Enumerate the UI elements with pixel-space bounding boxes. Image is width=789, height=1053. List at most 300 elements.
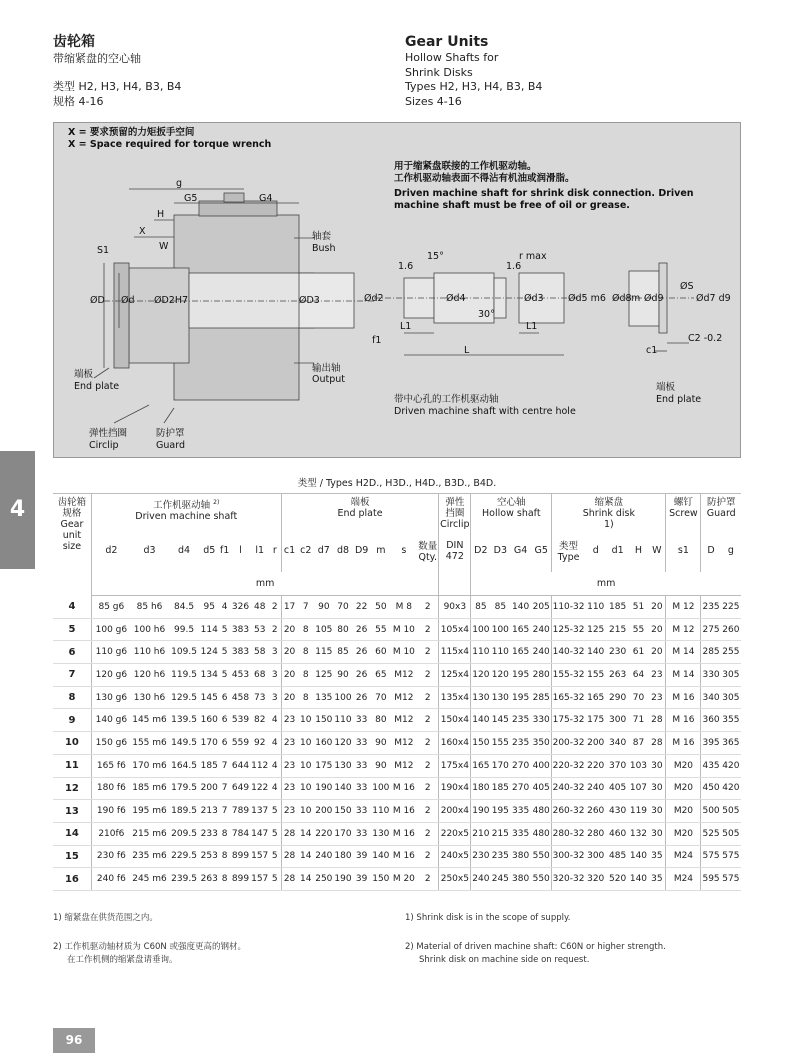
table-cell: 263 (200, 868, 219, 891)
table-cell: 10 (298, 777, 314, 800)
table-cell: 280 (531, 664, 552, 687)
table-cell: 120 (490, 664, 510, 687)
table-cell: 35 (648, 868, 666, 891)
table-cell: 8 (298, 641, 314, 664)
table-cell: M12 (391, 732, 417, 755)
table-cell: 2 (417, 596, 439, 619)
table-cell: 28 (648, 709, 666, 732)
table-cell: 185 m6 (131, 777, 168, 800)
shaft-note-cn1: 用于缩紧盘联接的工作机驱动轴。 (394, 161, 537, 172)
table-cell: 23 (648, 664, 666, 687)
size-cell: 9 (53, 709, 91, 732)
table-cell: 105x4 (439, 618, 471, 641)
table-cell: 100 h6 (131, 618, 168, 641)
table-cell: 255 (721, 641, 741, 664)
size-cell: 5 (53, 618, 91, 641)
dim-d2-shaft: Ød2 (364, 293, 384, 304)
table-cell: M20 (666, 754, 701, 777)
table-cell: 789 (231, 800, 251, 823)
table-cell: 130 (371, 822, 391, 845)
table-cell: 380 (510, 845, 531, 868)
table-cell: 220-32 (552, 754, 585, 777)
table-row (53, 686, 741, 709)
table-cell: 130 h6 (131, 686, 168, 709)
table-cell: 649 (231, 777, 251, 800)
symbol-header: DIN 472 (439, 530, 471, 572)
table-cell: 335 (510, 800, 531, 823)
table-cell: 8 (219, 822, 231, 845)
table-cell: 139.5 (168, 709, 200, 732)
table-cell: 119 (629, 800, 649, 823)
size-cell: 6 (53, 641, 91, 664)
table-cell: 20 (281, 686, 297, 709)
table-cell: 175x4 (439, 754, 471, 777)
table-cell: 39 (352, 868, 371, 891)
table-cell: 240 f6 (91, 868, 130, 891)
table-cell: 7 (219, 754, 231, 777)
table-cell: 157 (250, 845, 269, 868)
table-cell: 60 (371, 641, 391, 664)
shaft-note-en2: machine shaft must be free of oil or grease. (394, 200, 630, 211)
table-cell: 84.5 (168, 596, 200, 619)
symbol-header: m (376, 545, 386, 556)
table-cell: 85 (471, 596, 491, 619)
table-cell: 239.5 (168, 868, 200, 891)
table-cell: 2 (269, 596, 281, 619)
table-cell: 150x4 (439, 709, 471, 732)
dim-30deg: 30° (478, 309, 495, 320)
table-cell: M 14 (666, 664, 701, 687)
size-cell: 16 (53, 868, 91, 891)
table-cell: M12 (391, 686, 417, 709)
table-cell: 170 (334, 822, 353, 845)
table-cell: 899 (231, 845, 251, 868)
bush-label-en: Bush (312, 243, 336, 254)
table-cell: 100 (471, 618, 491, 641)
table-cell: 137 (250, 800, 269, 823)
table-cell: 165 f6 (91, 754, 130, 777)
table-cell: 240 (314, 845, 334, 868)
dim-l: L (464, 345, 470, 356)
table-cell: M 16 (391, 845, 417, 868)
header-sizes-cn: 规格 4-16 (53, 95, 104, 108)
table-cell: 285 (701, 641, 721, 664)
table-cell: 4 (219, 596, 231, 619)
table-cell: 300 (585, 845, 607, 868)
dim-x: X (139, 226, 146, 237)
table-cell: 4 (269, 777, 281, 800)
dim-roughness-b: 1.6 (506, 261, 522, 272)
header-types-en: Types H2, H3, H4, B3, B4 (405, 80, 543, 93)
table-cell: 2 (417, 732, 439, 755)
table-cell: 80 (334, 618, 353, 641)
table-cell: 245 (490, 868, 510, 891)
table-cell: 240 (471, 868, 491, 891)
table-cell: 90 (334, 664, 353, 687)
table-cell: 71 (629, 709, 649, 732)
table-cell: 70 (629, 686, 649, 709)
table-cell: 107 (629, 777, 649, 800)
symbol-header: D9 (354, 545, 369, 556)
header-subtitle-cn: 带缩紧盘的空心轴 (53, 52, 141, 65)
table-cell: 220 (314, 822, 334, 845)
table-cell: 155 (490, 732, 510, 755)
dim-g: g (176, 178, 183, 189)
table-cell: 200x4 (439, 800, 471, 823)
table-cell: 210f6 (91, 822, 130, 845)
dim-dd: Ød (121, 295, 135, 306)
table-cell: 235 m6 (131, 845, 168, 868)
table-cell: 213 (200, 800, 219, 823)
size-header: 齿轮箱 规格 Gear unit size (57, 496, 87, 552)
table-cell: 55 (629, 618, 649, 641)
table-cell: 150 g6 (91, 732, 130, 755)
table-cell: 23 (281, 800, 297, 823)
table-cell: 270 (510, 754, 531, 777)
table-cell: 784 (231, 822, 251, 845)
table-cell: 30 (648, 800, 666, 823)
table-cell: 23 (281, 709, 297, 732)
header-sizes-en: Sizes 4-16 (405, 94, 462, 108)
symbol-header: H (634, 545, 643, 556)
table-cell: 85 h6 (131, 596, 168, 619)
table-cell: 58 (250, 641, 269, 664)
unit-left: mm (91, 572, 439, 596)
table-cell: 30 (648, 777, 666, 800)
symbol-header: c2 (300, 545, 312, 556)
group-hollow-shaft: 空心轴 Hollow shaft (471, 493, 552, 530)
endplate2-label-cn: 端板 (656, 382, 676, 393)
table-cell: 110 (371, 800, 391, 823)
table-cell: 525 (701, 822, 721, 845)
symbol-header: d2 (91, 530, 130, 572)
table-row (53, 641, 741, 664)
header-left (53, 33, 181, 109)
table-cell: 3 (269, 641, 281, 664)
table-cell: M 20 (391, 868, 417, 891)
dim-d9: Ød9 (644, 293, 664, 304)
header-title-en: Gear Units (405, 34, 489, 50)
table-cell: 120 h6 (131, 664, 168, 687)
table-cell: 30 (648, 822, 666, 845)
notes-en (405, 912, 666, 967)
table-cell: 61 (629, 641, 649, 664)
table-cell: 140 (629, 845, 649, 868)
table-cell: 135 (314, 686, 334, 709)
table-cell: 112 (250, 754, 269, 777)
table-cell: 235 (490, 845, 510, 868)
table-cell: 20 (281, 664, 297, 687)
table-cell: 165 (471, 754, 491, 777)
table-cell: 189.5 (168, 800, 200, 823)
table-cell: 4 (269, 709, 281, 732)
table-cell: 120 g6 (91, 664, 130, 687)
symbol-header: d1 (611, 545, 624, 556)
table-cell: 185 (607, 596, 629, 619)
table-cell: 140-32 (552, 641, 585, 664)
table-cell: 140 (629, 868, 649, 891)
table-cell: 7 (298, 596, 314, 619)
dim-d: ØD (90, 295, 105, 306)
table-cell: 2 (417, 822, 439, 845)
table-cell: 3 (269, 686, 281, 709)
table-cell: 20 (648, 618, 666, 641)
group-shrink-disk: 缩紧盘 Shrink disk 1) (552, 493, 666, 530)
table-cell: 195 m6 (131, 800, 168, 823)
table-cell: 260 (585, 800, 607, 823)
table-cell: 145 m6 (131, 709, 168, 732)
table-row (53, 777, 741, 800)
table-cell: 6 (219, 686, 231, 709)
table-cell: 26 (352, 686, 371, 709)
table-cell: M20 (666, 822, 701, 845)
table-cell: 209.5 (168, 822, 200, 845)
header-title-cn: 齿轮箱 (53, 34, 95, 50)
table-cell: 48 (250, 596, 269, 619)
table-cell: 85 (490, 596, 510, 619)
table-cell: 505 (721, 800, 741, 823)
table-cell: M 8 (391, 596, 417, 619)
shaft-note-en1: Driven machine shaft for shrink disk connection. Driven (394, 188, 694, 199)
table-cell: 10 (298, 709, 314, 732)
table-cell: 68 (250, 664, 269, 687)
table-cell: 73 (250, 686, 269, 709)
table-cell: 225 (721, 596, 741, 619)
table-cell: M 16 (666, 732, 701, 755)
group-screw: 螺钉 Screw (666, 493, 701, 530)
table-cell: 14 (298, 822, 314, 845)
table-cell: M 14 (666, 641, 701, 664)
table-cell: 10 (298, 754, 314, 777)
group-end-plate: 端板 End plate (281, 493, 439, 530)
dim-g5: G5 (184, 193, 198, 204)
table-cell: 90 (314, 596, 334, 619)
table-cell: 14 (298, 868, 314, 891)
table-cell: 180 f6 (91, 777, 130, 800)
table-cell: 124 (200, 641, 219, 664)
table-cell: 85 g6 (91, 596, 130, 619)
table-cell: 250 (314, 868, 334, 891)
table-cell: 5 (219, 618, 231, 641)
table-cell: 65 (371, 664, 391, 687)
table-cell: 53 (250, 618, 269, 641)
table-cell: M 16 (666, 686, 701, 709)
table-row (53, 709, 741, 732)
table-cell: 8 (298, 664, 314, 687)
table-cell: 280 (585, 822, 607, 845)
table-cell: 195 (490, 800, 510, 823)
table-cell: 140 (471, 709, 491, 732)
table-cell: 250x5 (439, 868, 471, 891)
table-cell: 130 g6 (91, 686, 130, 709)
table-cell: M 16 (391, 800, 417, 823)
table-cell: 559 (231, 732, 251, 755)
table-cell: 130 (334, 754, 353, 777)
table-cell: 5 (219, 641, 231, 664)
table-cell: 70 (371, 686, 391, 709)
table-cell: 165 (585, 686, 607, 709)
table-cell: 435 (701, 754, 721, 777)
table-cell: 405 (607, 777, 629, 800)
note-cn-1: 1) 缩紧盘在供货范围之内。 (53, 913, 158, 923)
table-cell: 550 (531, 845, 552, 868)
table-cell: 33 (352, 822, 371, 845)
table-cell: 365 (721, 732, 741, 755)
table-cell: 185 (490, 777, 510, 800)
table-cell: 103 (629, 754, 649, 777)
table-cell: 235 (510, 732, 531, 755)
table-cell: 109.5 (168, 641, 200, 664)
table-cell: 180 (334, 845, 353, 868)
table-cell: M24 (666, 868, 701, 891)
table-cell: M12 (391, 754, 417, 777)
shaft-note-cn2: 工作机驱动轴表面不得沾有机油或润滑脂。 (394, 173, 575, 184)
table-cell: 150 (314, 709, 334, 732)
table-cell: 595 (701, 868, 721, 891)
symbol-header: d4 (178, 545, 191, 556)
table-cell: 420 (721, 777, 741, 800)
table-cell: 125 (585, 618, 607, 641)
table-cell: 85 (334, 641, 353, 664)
table-cell: 355 (721, 709, 741, 732)
table-cell: 550 (531, 868, 552, 891)
table-cell: 460 (607, 822, 629, 845)
dim-l1-right: L1 (526, 321, 538, 332)
table-cell: M 10 (391, 641, 417, 664)
table-row (53, 822, 741, 845)
table-cell: 190x4 (439, 777, 471, 800)
table-cell: 157 (250, 868, 269, 891)
symbol-header: c1 (281, 530, 297, 572)
table-cell: 2 (417, 686, 439, 709)
table-cell: 90 (371, 732, 391, 755)
table-cell: 220x5 (439, 822, 471, 845)
table-cell: 150 (471, 732, 491, 755)
table-cell: 575 (721, 845, 741, 868)
centre-shaft-label-cn: 带中心孔的工作机驱动轴 (394, 394, 499, 405)
symbol-header: D2 (471, 530, 491, 572)
table-cell: 160x4 (439, 732, 471, 755)
table-cell: 140 (510, 596, 531, 619)
table-cell: 140 (334, 777, 353, 800)
table-cell: 28 (281, 868, 297, 891)
dim-c1: c1 (646, 345, 658, 356)
table-cell: 17 (281, 596, 297, 619)
endplate-label-cn: 端板 (74, 369, 94, 380)
symbol-header: r (272, 545, 277, 556)
table-cell: 240 (531, 641, 552, 664)
table-cell: 149.5 (168, 732, 200, 755)
table-cell: 480 (531, 822, 552, 845)
note-en-1: 1) Shrink disk is in the scope of supply. (405, 913, 571, 923)
table-cell: 28 (281, 822, 297, 845)
table-cell: 23 (648, 686, 666, 709)
symbol-header: D3 (493, 545, 508, 556)
dim-d2h7: ØD2H7 (154, 295, 189, 306)
table-cell: 360 (701, 709, 721, 732)
dim-d4: Ød4 (446, 293, 466, 304)
table-cell: 2 (417, 800, 439, 823)
table-cell: 105 (314, 618, 334, 641)
table-cell: 122 (250, 777, 269, 800)
table-cell: 260 (721, 618, 741, 641)
table-cell: 100 (490, 618, 510, 641)
table-cell: 300-32 (552, 845, 585, 868)
table-cell: M 10 (391, 618, 417, 641)
table-cell: 263 (607, 664, 629, 687)
table-cell: 2 (417, 709, 439, 732)
table-cell: 170 m6 (131, 754, 168, 777)
table-cell: 4 (269, 754, 281, 777)
table-cell: 125-32 (552, 618, 585, 641)
dim-d8: Ød8 (612, 293, 632, 304)
table-cell: 326 (231, 596, 251, 619)
table-cell: 5 (219, 664, 231, 687)
table-cell: 2 (417, 754, 439, 777)
table-cell: 370 (607, 754, 629, 777)
table-cell: M12 (391, 664, 417, 687)
dim-rmax: r max (519, 251, 547, 262)
dim-d3: ØD3 (299, 295, 320, 306)
symbol-header: G5 (534, 545, 548, 556)
table-cell: 330 (701, 664, 721, 687)
note-cn-2: 2) 工作机驱动轴材质为 C60N 或强度更高的钢材。 (53, 942, 246, 952)
size-cell: 15 (53, 845, 91, 868)
table-cell: 110 g6 (91, 641, 130, 664)
table-cell: 395 (701, 732, 721, 755)
table-cell: 165 (510, 641, 531, 664)
centre-shaft-label-en: Driven machine shaft with centre hole (394, 406, 576, 417)
table-cell: 575 (701, 845, 721, 868)
dim-s1: S1 (97, 245, 110, 256)
table-cell: 20 (281, 641, 297, 664)
table-cell: 175 (314, 754, 334, 777)
size-cell: 12 (53, 777, 91, 800)
notes-cn (53, 912, 246, 967)
shrink-disk-shape (129, 268, 189, 363)
table-cell: M 12 (666, 618, 701, 641)
symbol-header: f1 (219, 545, 230, 556)
table-cell: 6 (219, 709, 231, 732)
table-type-title: 类型 / Types H2D., H3D., H4D., B3D., B4D. (53, 472, 741, 493)
table-cell: 240x5 (439, 845, 471, 868)
table-cell: 7 (219, 777, 231, 800)
table-cell: 3 (269, 664, 281, 687)
table-cell: 110-32 (552, 596, 585, 619)
table-cell: 8 (298, 618, 314, 641)
table-cell: 51 (629, 596, 649, 619)
table-cell: 899 (231, 868, 251, 891)
table-cell: 285 (531, 686, 552, 709)
table-cell: 110 (490, 641, 510, 664)
table-cell: 90x3 (439, 596, 471, 619)
endplate-label-en: End plate (74, 381, 120, 392)
table-cell: 100 g6 (91, 618, 130, 641)
table-row (53, 664, 741, 687)
table-cell: 115x4 (439, 641, 471, 664)
table-cell: 2 (269, 618, 281, 641)
circlip-label-cn: 弹性挡圈 (89, 428, 128, 439)
hollow-shaft-shape (189, 273, 314, 328)
table-cell: 140 g6 (91, 709, 130, 732)
size-cell: 14 (53, 822, 91, 845)
dim-d7: Ød7 d9 (696, 293, 731, 304)
endplate2-label-en: End plate (656, 394, 702, 405)
symbol-header: d3 (143, 545, 156, 556)
table-cell: 210 (471, 822, 491, 845)
dim-15deg: 15° (427, 251, 444, 262)
table-cell: 28 (648, 732, 666, 755)
